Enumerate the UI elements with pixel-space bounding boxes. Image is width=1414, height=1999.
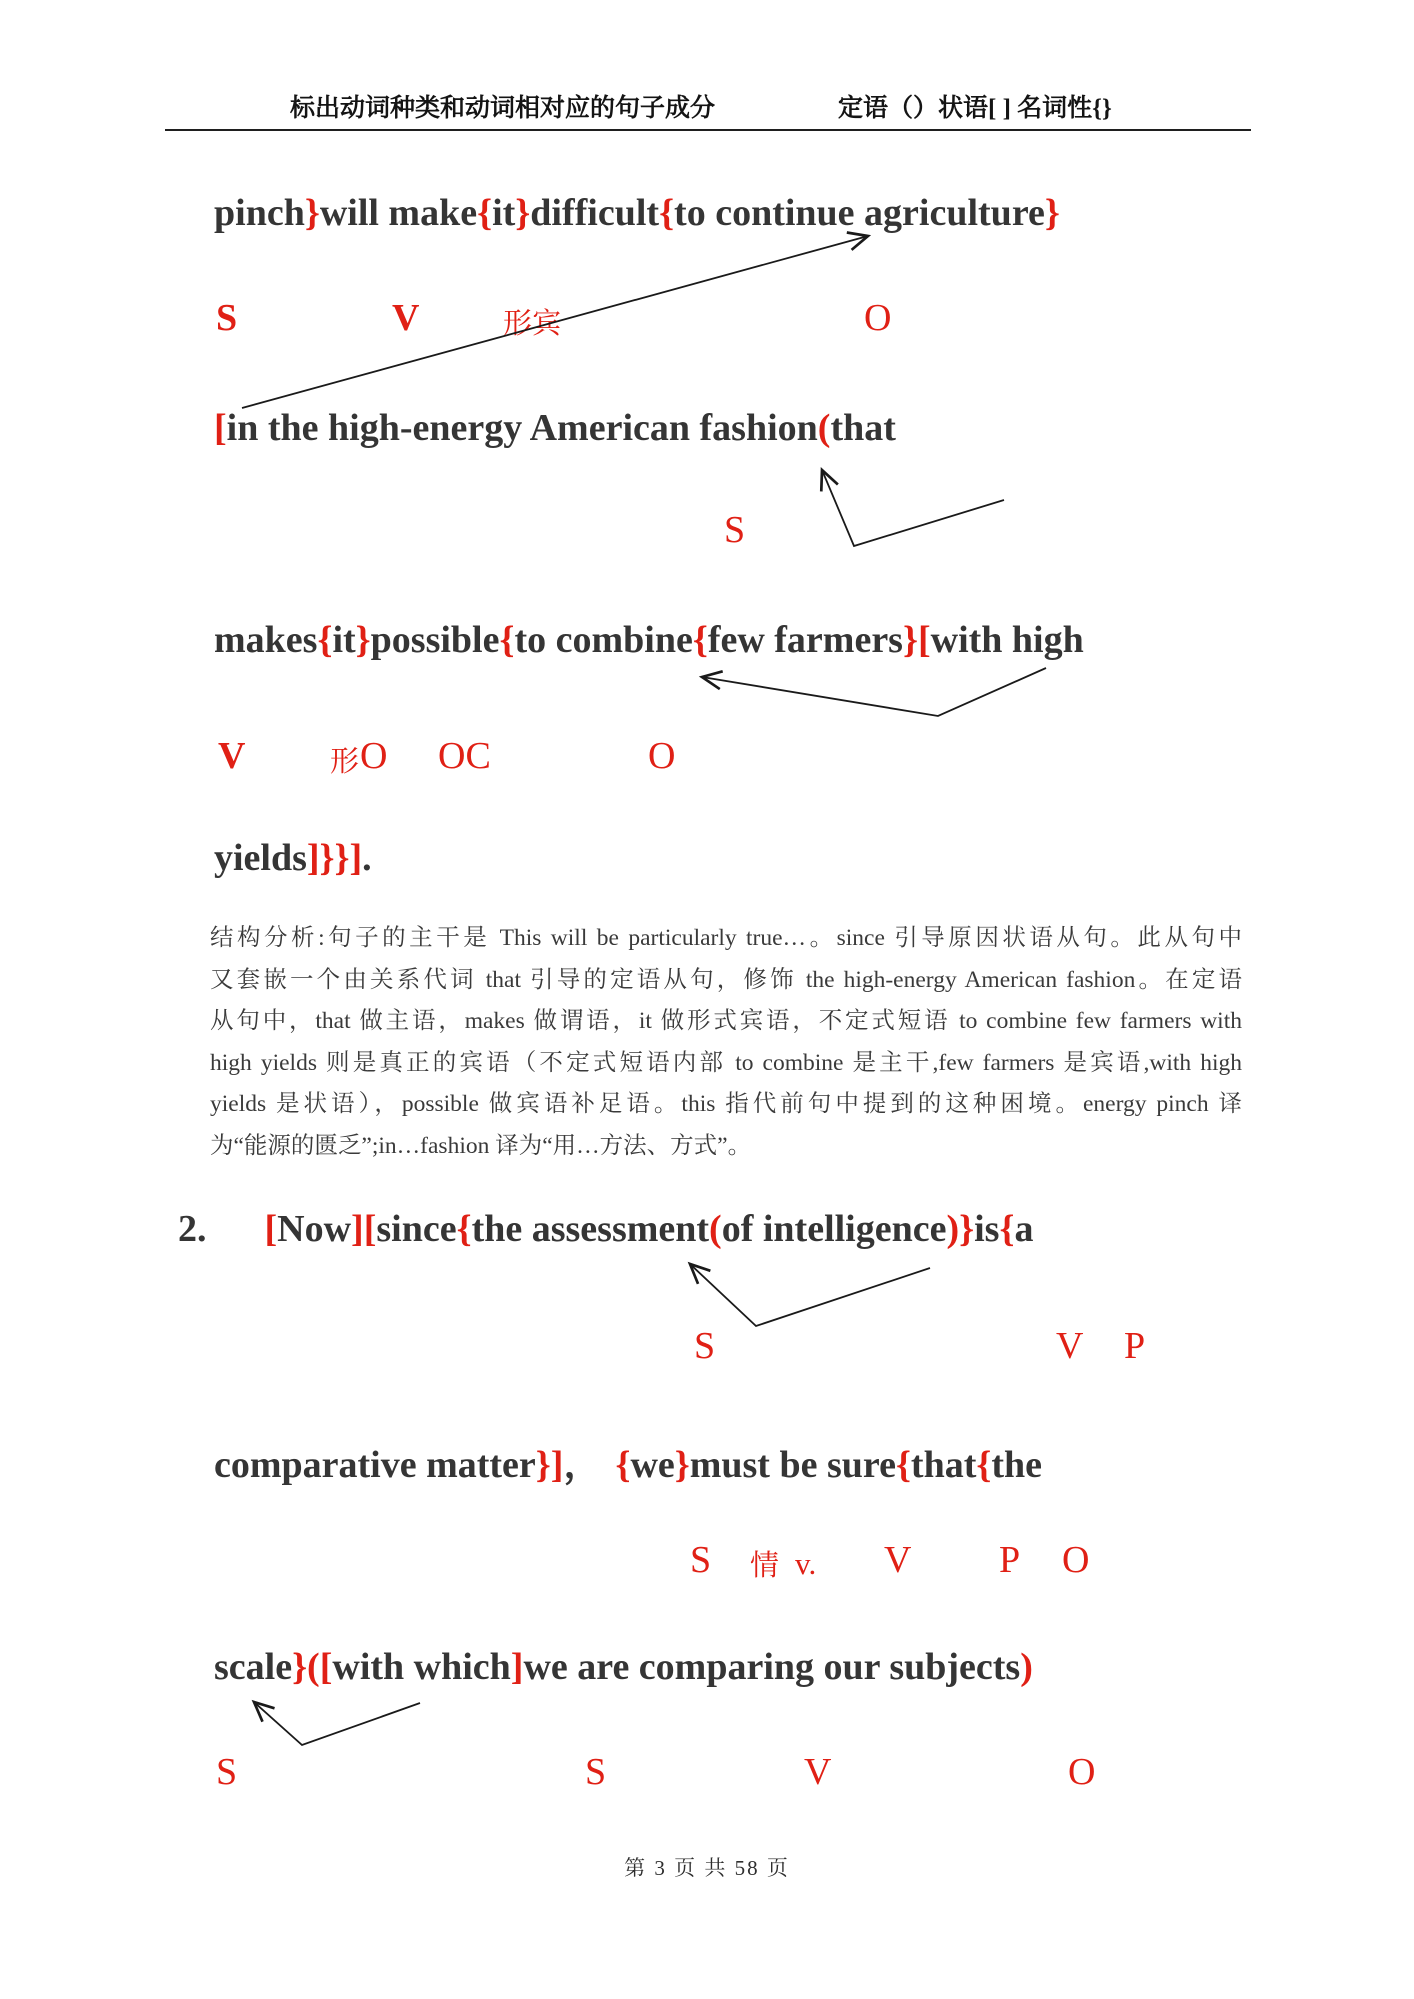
text-segment: the (991, 1444, 1043, 1486)
labels-row-1 (0, 296, 1414, 348)
grammar-label: 形 (330, 746, 360, 778)
grammar-label: OC (438, 735, 491, 777)
text-segment: ] (510, 1646, 524, 1688)
grammar-label: O (1068, 1751, 1096, 1793)
text-segment: { (317, 619, 333, 661)
labels-row-2 (0, 734, 1414, 786)
text-segment: to combine (514, 619, 693, 661)
text-segment: difficult (530, 192, 660, 234)
header-rule (165, 129, 1251, 131)
text-segment: . (362, 837, 372, 879)
text-segment: Now (277, 1208, 352, 1250)
text-segment: in the high-energy American fashion (226, 407, 818, 449)
grammar-label: 形宾 (503, 308, 562, 340)
grammar-label: v. (795, 1546, 817, 1581)
arrow-3 (702, 668, 1046, 716)
text-segment: scale (214, 1646, 293, 1688)
grammar-label: S (694, 1325, 716, 1367)
grammar-label: S (724, 509, 746, 551)
text-segment: ， (563, 1444, 602, 1486)
grammar-label: S (216, 297, 238, 339)
text-segment: of intelligence (721, 1208, 947, 1250)
text-segment: } (1044, 192, 1060, 234)
grammar-label: O (648, 735, 676, 777)
header-title-left: 标出动词种类和动词相对应的句子成分 (290, 95, 716, 122)
arrow-4 (690, 1264, 930, 1326)
grammar-label: O (360, 735, 388, 777)
sentence-line-c (214, 616, 1084, 664)
text-segment: { (456, 1208, 472, 1250)
text-segment: }[ (902, 619, 931, 661)
text-segment: { (615, 1444, 631, 1486)
grammar-label: V (1056, 1325, 1084, 1367)
text-segment: with which (332, 1646, 511, 1688)
text-segment: ( (709, 1208, 722, 1250)
text-segment: } (355, 619, 371, 661)
text-segment: { (477, 192, 493, 234)
grammar-label: O (1062, 1539, 1090, 1581)
text-segment: few farmers (707, 619, 903, 661)
page-footer: 第 3 页 共 58 页 (624, 1856, 790, 1880)
grammar-label: O (864, 297, 892, 339)
grammar-label: S (216, 1751, 238, 1793)
sentence-line-f (214, 1643, 1033, 1691)
arrow-5 (254, 1702, 420, 1745)
paragraph-line: 结构分析:句子的主干是 This will be particularly true…。since 引导原因状语从句。此从句中 (210, 925, 1242, 951)
text-segment: makes (214, 619, 318, 661)
text-segment: }] (535, 1444, 564, 1486)
grammar-label: P (1124, 1325, 1146, 1367)
text-segment: the assessment (471, 1208, 710, 1250)
sentence-line-b (214, 404, 896, 452)
sentence-line-2 (178, 1205, 1033, 1253)
text-segment: a (1014, 1208, 1034, 1250)
paragraph-line: yields 是状语），possible 做宾语补足语。this 指代前句中提到的这种困境。energy pinch 译 (210, 1091, 1242, 1117)
paragraph-line: 又套嵌一个由关系代词 that 引导的定语从句，修饰 the high-energy American fashion。在定语 (210, 966, 1242, 993)
text-segment: { (999, 1208, 1015, 1250)
text-segment: { (692, 619, 708, 661)
labels-row-4 (0, 1538, 1414, 1590)
item-number: 2. (178, 1208, 207, 1250)
text-segment: ]}}] (306, 837, 363, 879)
paragraph-line: high yields 则是真正的宾语（不定式短语内部 to combine 是主干,few farmers 是宾语,with high (210, 1049, 1242, 1076)
sentence-line-d (214, 834, 372, 882)
paragraph-line: 从句中，that 做主语，makes 做谓语，it 做形式宾语，不定式短语 to combine few farmers with (210, 1008, 1242, 1034)
grammar-label: V (218, 735, 246, 777)
text-segment: ( (817, 407, 831, 449)
text-segment: ) (1020, 1646, 1033, 1688)
grammar-label: P (999, 1539, 1021, 1581)
text-segment: } (304, 192, 320, 234)
text-segment: { (659, 192, 675, 234)
analysis-paragraph (210, 918, 1242, 1167)
sentence-line-a (214, 189, 1060, 237)
text-segment: it (492, 192, 516, 234)
text-segment: since (376, 1208, 457, 1250)
text-segment: } (515, 192, 531, 234)
paragraph-line: 为“能源的匮乏”;in…fashion 译为“用…方法、方式”。 (210, 1132, 752, 1159)
text-segment: it (332, 619, 356, 661)
text-segment: that (830, 407, 896, 449)
text-segment: } (674, 1444, 690, 1486)
text-segment: }([ (292, 1646, 333, 1688)
text-segment: that (910, 1444, 977, 1486)
grammar-label: S (690, 1539, 712, 1581)
text-segment: must be sure (689, 1444, 896, 1486)
text-segment: yields (214, 837, 307, 879)
text-segment: to continue agriculture (674, 192, 1045, 234)
header-legend-right: 定语（）状语[ ] 名词性{} (838, 95, 1112, 122)
text-segment: ][ (351, 1208, 377, 1250)
grammar-label: 情 (750, 1550, 780, 1582)
text-segment: [ (214, 407, 227, 449)
text-segment: )} (946, 1208, 975, 1250)
text-segment: we are comparing our subjects (523, 1646, 1021, 1688)
text-segment: with high (930, 619, 1084, 661)
text-segment: is (974, 1208, 1000, 1250)
text-segment: comparative matter (214, 1444, 536, 1486)
grammar-label: V (804, 1751, 832, 1793)
text-segment: will make (319, 192, 478, 234)
labels-row-5 (0, 1750, 1414, 1802)
text-segment: we (630, 1444, 675, 1486)
labels-row-s (0, 508, 1414, 560)
text-segment: { (976, 1444, 992, 1486)
grammar-label: S (585, 1751, 607, 1793)
text-segment: pinch (214, 192, 305, 234)
text-segment: { (895, 1444, 911, 1486)
text-segment: [ (264, 1208, 278, 1250)
sentence-line-e (214, 1441, 1042, 1489)
labels-row-svp (0, 1324, 1414, 1376)
grammar-label: V (392, 297, 420, 339)
text-segment: { (499, 619, 515, 661)
grammar-label: V (884, 1539, 912, 1581)
text-segment: possible (370, 619, 500, 661)
